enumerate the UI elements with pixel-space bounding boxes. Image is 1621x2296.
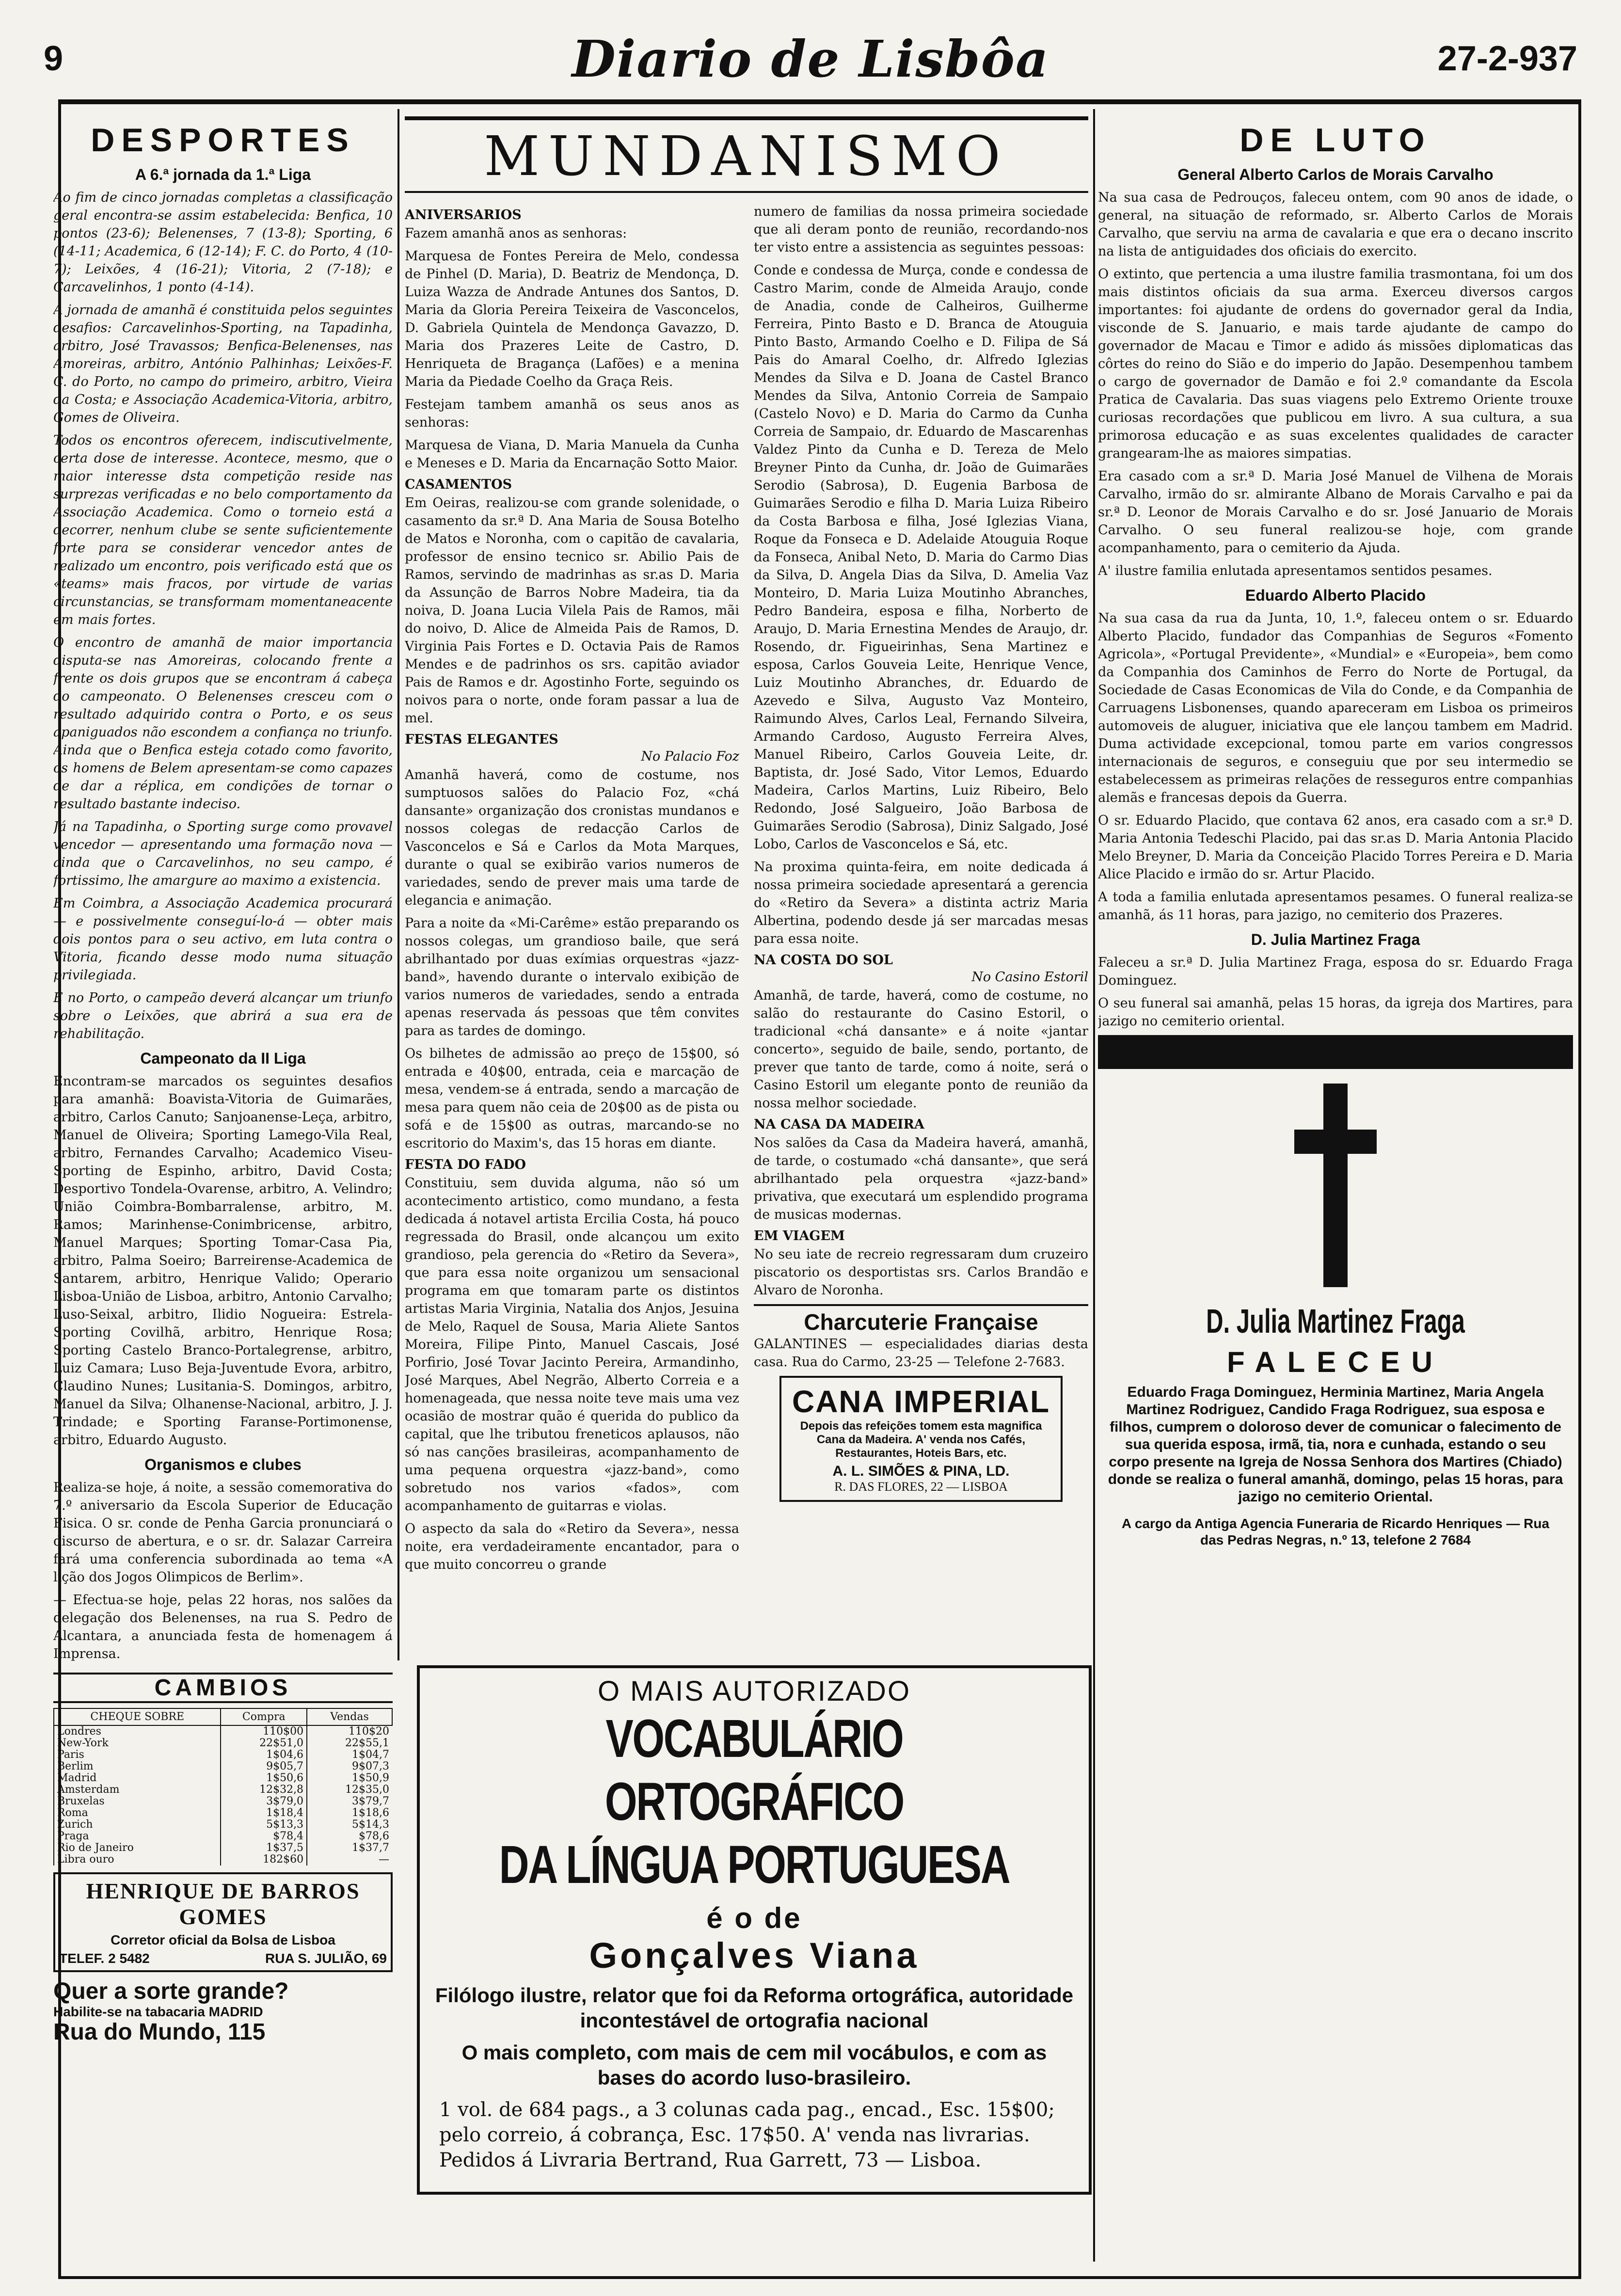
ad-line: 1 vol. de 684 pags., a 3 colunas cada pag., encad., Esc. 15$00; pelo correio, á cobrança, Esc. 17$50. A' venda nas livrarias. Pedidos á Livraria Bertrand, Rua Garrett, 73 — Lisboa. (439, 2099, 1055, 2171)
obituary-name: General Alberto Carlos de Morais Carvalho (1177, 166, 1494, 183)
broker-ad (53, 1872, 393, 1972)
ad-line: é o de (706, 1902, 802, 1934)
rate-cell: 1$04,7 (307, 1749, 392, 1761)
rate-cell: 1$18,6 (307, 1807, 392, 1819)
article-paragraph: Amanhã haverá, como de costume, nos sumptuosos salões do Palacio Foz, «chá dansante» organização dos cronistas mundanos e nossos colegas de redacção Carlos de Vasconcelos e Sá e Carlos da Mota Marques, durante o qual se exibirão varios numeros de variedades, sendo de prever mais uma tarde de elegancia e animação. (405, 767, 739, 908)
charcuterie-ad (754, 1304, 1088, 1371)
article-paragraph: O seu funeral sai amanhã, pelas 15 horas, da igreja dos Martires, para jazigo no cemiterio oriental. (1098, 996, 1573, 1029)
column-rule (397, 109, 399, 1660)
article-paragraph: Na sua casa da rua da Junta, 10, 1.º, faleceu ontem o sr. Eduardo Alberto Placido, fundador das Companhias de Seguros «Fomento Agricola», «Portugal Previdente», «Mundial» e «Europeia», bem como da Companhia dos Caminhos de Ferro do Norte de Portugal, da Sociedade de Casas Economicas de Vila do Conde, e da Companhia de Carruagens Lisbonenses, quando apareceram em Lisboa os primeiros automoveis de aluguer, iniciativa que ele lançou tambem em Madrid. Duma actividade excepcional, tomou parte em varios congressos internacionais de seguros, e conseguiu que por seu intermedio se estabelecessem as primeiras relações de resseguros entre companhias alemãs e francesas depois da Guerra. (1098, 611, 1573, 805)
issue-date: 27-2-937 (1437, 39, 1577, 78)
rate-cell: 110$20 (307, 1725, 392, 1738)
rate-cell: 12$35,0 (307, 1784, 392, 1796)
page-number: 9 (44, 39, 64, 78)
sports-paragraph: — Efectua-se hoje, pelas 22 horas, nos salões da delegação dos Belenenses, na rua S. Pedro de Alcantara, a anunciada festa de homenagem á Imprensa. (53, 1593, 393, 1661)
section-label: CASAMENTOS (405, 477, 512, 492)
section-label: NA CASA DA MADEIRA (754, 1117, 924, 1132)
rate-cell: 12$32,8 (221, 1784, 307, 1796)
currency-cell: Paris (54, 1749, 221, 1761)
sports-paragraph: Em Coimbra, a Associação Academica procurará — e possivelmente conseguí-lo-á — obter mais dois pontos para o seu activo, em luta contra o Vitoria, ficando desse modo numa situação privilegiada. (53, 896, 393, 983)
masthead (44, 29, 1577, 102)
section-label: FESTAS ELEGANTES (405, 732, 558, 747)
rate-cell: — (307, 1854, 392, 1866)
section-label: EM VIAGEM (754, 1228, 845, 1244)
rate-cell: 182$60 (221, 1854, 307, 1866)
deceased-name: D. Julia Martinez Fraga (1206, 1302, 1465, 1340)
currency-cell: Madrid (54, 1772, 221, 1784)
exchange-rates-table (53, 1708, 393, 1866)
rate-cell: 1$18,4 (221, 1807, 307, 1819)
broker-line: Corretor oficial da Bolsa de Lisboa (111, 1932, 335, 1947)
rate-cell: 3$79,7 (307, 1796, 392, 1807)
rate-cell: 3$79,0 (221, 1796, 307, 1807)
article-paragraph: Nos salões da Casa da Madeira haverá, amanhã, de tarde, o costumado «chá dansante», que será abrilhantado pela orquestra «jazz-band» privativa, que executará um esplendido programa de musicas modernas. (754, 1135, 1088, 1222)
society-col-2 (754, 203, 1088, 1578)
section-label: NA COSTA DO SOL (754, 953, 893, 968)
table-header: CHEQUE SOBRE (54, 1708, 221, 1725)
table-row (54, 1784, 392, 1796)
vocabulary-ad (417, 1665, 1092, 2195)
mourning-bar (1098, 1035, 1573, 1069)
table-header: Compra (221, 1708, 307, 1725)
broker-phone: TELEF. 2 5482 (59, 1951, 150, 1966)
venue-label: No Palacio Foz (641, 749, 739, 764)
rate-cell: 5$14,3 (307, 1819, 392, 1831)
lottery-ad (53, 1979, 393, 2045)
sports-paragraph: Já na Tapadinha, o Sporting surge como provavel vencedor — apresentando uma formação nova — ainda que o Carcavelinhos, no seu campo, é fortissimo, lhe amargure ao maximo a existencia. (53, 819, 393, 888)
rate-cell: 1$50,6 (221, 1772, 307, 1784)
column-rule (1093, 109, 1095, 2262)
table-header: Vendas (307, 1708, 392, 1725)
obituary-name: D. Julia Martinez Fraga (1251, 931, 1420, 948)
sports-paragraph: O encontro de amanhã de maior importancia disputa-se nas Amoreiras, colocando frente a frente os dois grupos que se encontram á cabeça do campeonato. O Belenenses cresceu com o resultado adquirido contra o Porto, e os seus apaniguados não escondem a confiança no triunfo. Ainda que o Benfica esteja cotado como favorito, os homens de Belem apresentam-se como capazes de dar a réplica, em condições de tornar o resultado bastante indeciso. (53, 635, 393, 812)
society-section (405, 112, 1088, 1658)
rate-cell: 1$50,9 (307, 1772, 392, 1784)
sports-paragraph: Todos os encontros oferecem, indiscutivelmente, certa dose de interesse. Acontece, mesmo, que o maior interesse dsta competição reside nas surprezas verificadas e no belo comportamento da Associação Academica. Como o torneio está a decorrer, nenhum clube se sente suficientemente forte para se considerar vencedor antes de realizado um encontro, pois verificado está que os «teams» mais fracos, por virtude de varias circunstancias, se transformam momentaneacente em mais fortes. (53, 433, 393, 627)
article-paragraph: A toda a familia enlutada apresentamos pesames. O funeral realiza-se amanhã, ás 11 horas, para jazigo, no cemiterio dos Prazeres. (1098, 890, 1573, 923)
currency-cell: Roma (54, 1807, 221, 1819)
article-paragraph: Amanhã, de tarde, haverá, como de costume, no salão do restaurante do Casino Estoril, o tradicional «chá dansante» e á noite «jantar concerto», seguido de baile, sendo, portanto, de prever que tanto de tarde, como á noite, será o Casino Estoril um elegante ponto de reunião da nossa melhor sociedade. (754, 988, 1088, 1111)
currency-cell: Berlim (54, 1761, 221, 1772)
currency-cell: Zurich (54, 1819, 221, 1831)
obituaries-column (1098, 112, 1573, 2254)
rate-cell: 1$37,5 (221, 1842, 307, 1854)
sports-paragraph: E no Porto, o campeão deverá alcançar um triunfo sobre o Leixões, que abrirá a sua era de rehabilitação. (53, 990, 393, 1041)
article-paragraph: Fazem amanhã anos as senhoras: (405, 226, 627, 241)
table-row (54, 1842, 392, 1854)
table-row (54, 1725, 392, 1738)
funeral-agency: A cargo da Antiga Agencia Funeraria de Ricardo Henriques — Rua das Pedras Negras, n.º 13, telefone 2 7684 (1121, 1516, 1550, 1547)
table-row (54, 1831, 392, 1842)
broker-address: RUA S. JULIÃO, 69 (265, 1951, 387, 1966)
article-paragraph: Os bilhetes de admissão ao preço de 15$00, só entrada e 40$00, entrada, ceia e marcação de mesa, vendem-se á entrada, sendo a marcação de mesa para quem não ceia de 20$00 as de pista ou sofá e de 15$00 as outras, marcando-se no escritorio do Maxim's, das 15 horas em diante. (405, 1046, 739, 1151)
rate-cell: $78,6 (307, 1831, 392, 1842)
sports-paragraph: Realiza-se hoje, á noite, a sessão comemorativa do 7.º aniversario da Escola Superior de Educação Fisica. O sr. conde de Penha Garcia pronunciará o discurso de abertura, e o sr. dr. Salazar Carreira fará uma conferencia subordinada ao tema «A lição dos Jogos Olimpicos de Berlim». (53, 1480, 393, 1585)
rate-cell: 1$37,7 (307, 1842, 392, 1854)
rate-cell: 9$07,3 (307, 1761, 392, 1772)
table-row (54, 1796, 392, 1807)
ad-line: Filólogo ilustre, relator que foi da Reforma ortográfica, autoridade incontestável de ortografia nacional (435, 1984, 1074, 2032)
article-paragraph: Na proxima quinta-feira, em noite dedicada á nossa primeira sociedade apresentará a gerencia do «Retiro da Severa» a distinta actriz Maria Albertina, podendo desde já ser marcadas mesas para essa noite. (754, 860, 1088, 946)
article-paragraph: A' ilustre familia enlutada apresentamos sentidos pesames. (1098, 563, 1493, 578)
article-paragraph: Faleceu a sr.ª D. Julia Martinez Fraga, esposa do sr. Eduardo Fraga Dominguez. (1098, 955, 1573, 988)
article-paragraph: Marquesa de Viana, D. Maria Manuela da Cunha e Meneses e D. Maria da Encarnação Sotto Maior. (405, 438, 739, 471)
currency-cell: Rio de Janeiro (54, 1842, 221, 1854)
article-paragraph: numero de familias da nossa primeira sociedade que ali deram ponto de reunião, recordando-nos ter visto entre a assistencia as seguintes pessoas: (754, 204, 1088, 255)
rate-cell: 22$51,0 (221, 1738, 307, 1749)
faleceu-label: FALECEU (1226, 1346, 1445, 1378)
newspaper-title: Diario de Lisbôa (572, 29, 1049, 89)
ad-line: O MAIS AUTORIZADO (597, 1675, 911, 1707)
article-paragraph: O sr. Eduardo Placido, que contava 62 anos, era casado com a sr.ª D. Maria Antonia Tedeschi Placido, pai das sr.as D. Maria Antonia Placido Melo Breyner, D. Maria da Conceição Placido Torres Pereira e D. Maria Alice Placido e irmão do sr. Artur Placido. (1098, 813, 1573, 882)
sports-paragraph: A jornada de amanhã é constituida pelos seguintes desafios: Carcavelinhos-Sporting, na Tapadinha, arbitro, José Travassos; Benfica-Belenenses, nas Amoreiras, arbitro, António Palhinhas; Leixões-F. C. do Porto, no campo do primeiro, arbitro, Vieira da Costa; e Associação Academica-Vitoria, arbitro, Gomes de Oliveira. (53, 303, 393, 425)
rate-cell: 22$55,1 (307, 1738, 392, 1749)
article-paragraph: No seu iate de recreio regressaram dum cruzeiro piscatorio os desportistas srs. Carlos Brandão e Alvaro de Noronha. (754, 1247, 1088, 1298)
currency-cell: Amsterdam (54, 1784, 221, 1796)
currency-cell: Libra ouro (54, 1854, 221, 1866)
lottery-line2: Habilite-se na tabacaria MADRID (53, 2004, 263, 2019)
sports-subheading-clubs: Organismos e clubes (144, 1456, 302, 1473)
currency-cell: Praga (54, 1831, 221, 1842)
article-paragraph: O extinto, que pertencia a uma ilustre familia trasmontana, foi um dos mais distintos oficiais da sua arma. Exerceu diversos cargos importantes: foi ajudante de ordens do governador geral da India, visconde de S. Januario, e mais tarde ajudante de campo do governador de Macau e Timor e adido ás missões diplomaticas das côrtes do reino do Sião e do imperio do Japão. Desempenhou tambem o cargo de governador de Damão e foi 2.º comandante da Escola Pratica de Cavalaria. Das suas viagens pelo Extremo Oriente trouxe curiosas recordações que publicou em livro. A sua cultura, a sua primorosa educação e as suas excelentes qualidades de caracter grangearam-lhe as maiores simpatias. (1098, 267, 1573, 461)
society-col-1 (405, 203, 739, 1578)
rate-cell: 1$04,6 (221, 1749, 307, 1761)
currency-cell: Londres (54, 1725, 221, 1738)
article-paragraph: Festejam tambem amanhã os seus anos as senhoras: (405, 397, 739, 430)
cana-title: CANA IMPERIAL (792, 1384, 1050, 1419)
sports-subheading-liga1: A 6.ª jornada da 1.ª Liga (135, 166, 311, 183)
article-paragraph: Era casado com a sr.ª D. Maria José Manuel de Vilhena de Morais Carvalho, irmão do sr. almirante Albano de Morais Carvalho e pai da sr.ª D. Leonor de Morais Carvalho e do sr. José Januario de Morais Carvalho. O seu funeral realizou-se hoje, com grande acompanhamento, para o cemiterio da Ajuda. (1098, 469, 1573, 556)
sports-subheading-liga2: Campeonato da II Liga (140, 1050, 306, 1067)
sports-paragraph: Encontram-se marcados os seguintes desafios para amanhã: Boavista-Vitoria de Guimarães, arbitro, Carlos Canuto; Sanjoanense-Leça, arbitro, Manuel de Oliveira; Sporting Lamego-Vila Real, arbitro, Fernandes Carvalho; Academico Viseu-Sporting de Espinho, arbitro, David Costa; Desportivo Tondela-Ovarense, arbitro, A. Velindro; União Coimbra-Bombarralense, arbitro, M. Ramos; Marinhense-Conimbricense, arbitro, Manuel Marques; Sporting Tomar-Casa Pia, arbitro, Palma Soeiro; Barreirense-Academica de Santarem, arbitro, Henrique Valido; Operario Lisboa-União de Lisboa, arbitro, Antonio Carvalho; Luso-Seixal, arbitro, Ilidio Nogueira: Estrela-Sporting Covilhã, arbitro, Henrique Rosa; Sporting Castelo Branco-Portalegrense, arbitro, Luiz Camara; Luso Beja-Juventude Evora, arbitro, Claudino Nunes; Lusitania-S. Domingos, arbitro, Manuel da Silva; Olhanense-Nacional, arbitro, J. J. Trindade; e Sporting Faranse-Portimonense, arbitro, Eduardo Augusto. (53, 1074, 393, 1448)
section-label: FESTA DO FADO (405, 1157, 526, 1172)
article-paragraph: Conde e condessa de Murça, conde e condessa de Castro Marim, conde de Almeida Araujo, conde de Anadia, conde de Calheiros, Guilherme Ferreira, Pinto Basto e D. Branca de Atouguia Pinto Basto, Armando Coelho e D. Filipa de Sá Pais do Amaral Coelho, dr. Alfredo Iglezias Mendes da Silva e D. Joana de Castel Branco Mendes da Silva, Antonio Correia de Sampaio (Castelo Novo) e D. Maria do Carmo da Cunha Correia de Sampaio, dr. Eduardo de Mascarenhas Valdez Pinto da Cunha e D. Tereza de Melo Breyner Pinto da Cunha, dr. João de Guimarães Serodio (Sabrosa), D. Eugenia Barbosa de Guimarães Serodio e filha D. Maria Luiza Ribeiro da Costa Barbosa e filha, José Iglezias Viana, Roque da Fonseca e D. Adelaide Atouguia Roque da Fonseca, Anibal Neto, D. Maria do Carmo Dias da Silva, D. Angela Dias da Silva, D. Amelia Vaz Monteiro, D. Maria Luiza Moutinho Abranches, Pedro Bandeira, esposa e filha, Norberto de Araujo, D. Maria Ernestina Mendes de Araujo, dr. Rosendo, dr. Figueirinhas, Sena Martinez e esposa, Carlos Gouveia Leite, Henrique Vence, Luiz Moutinho Abranches, dr. Eduardo de Azevedo e Silva, Augusto Vaz Monteiro, Raimundo Alves, Carlos Leal, Fernando Silveira, Armando Cardoso, Augusto Ferreira Alves, Manuel Ribeiro, Carlos Gouveia Leite, dr. Baptista, dr. José Sado, Vitor Lemos, Eduardo Madeira, Carlos Martins, Luiz Ribeiro, Belo Redondo, José Salgueiro, João Barbosa de Guimarães Serodio (Sabrosa), Diniz Salgado, José Lobo, Carlos de Vasconcelos e Sá, etc. (754, 263, 1088, 852)
cana-line1: Depois das refeições tomem esta magnifica Cana da Madeira. A' venda nos Cafés, Restaurantes, Hoteis Bars, etc. (800, 1419, 1042, 1460)
article-paragraph: O aspecto da sala do «Retiro da Severa», nessa noite, era verdadeiramente encantador, para o que muito concorreu o grande (405, 1521, 739, 1572)
currency-cell: Bruxelas (54, 1796, 221, 1807)
currency-cell: New-York (54, 1738, 221, 1749)
table-row (54, 1854, 392, 1866)
ad-headline: DA LÍNGUA PORTUGUESA (499, 1835, 1010, 1895)
article-paragraph: Em Oeiras, realizou-se com grande solenidade, o casamento da sr.ª D. Ana Maria de Sousa Botelho de Matos e Noronha, com o capitão de cavalaria, professor de ensino tecnico sr. Abilio Pais de Ramos, servindo de madrinhas as sr.as D. Maria da Assunção de Barros Nobre Madeira, tia da noiva, D. Joana Lucia Vilela Pais de Ramos, mãi do noivo, D. Alice de Almeida Pais de Ramos, D. Virginia Pais Fortes e D. Octavia Pais de Ramos Mendes e de padrinhos os srs. capitão aviador Pais de Ramos e dr. Agostinho Forte, seguindo os noivos para o norte, onde foram passar a lua de mel. (405, 495, 739, 726)
obit-text: Eduardo Fraga Dominguez, Herminia Martinez, Maria Angela Martinez Rodriguez, Candido Fraga Rodriguez, sua esposa e filhos, cumprem o doloroso dever de comunicar o falecimento de sua querida esposa, irmã, tia, nora e cunhada, estando o seu corpo presente na Igreja de Nossa Senhora dos Martires (Chiado) donde se realiza o funeral amanhã, domingo, pelas 15 horas, para jazigo no cemiterio Oriental. (1108, 1384, 1563, 1505)
charcuterie-title: Charcuterie Française (804, 1309, 1038, 1335)
broker-name: HENRIQUE DE BARROS GOMES (86, 1879, 360, 1929)
article-paragraph: Para a noite da «Mi-Carême» estão preparando os nossos colegas, um grandioso baile, que será abrilhantado por duas exímias orquestras «jazz-band», havendo durante o intervalo exibição de varios numeros de variedades, sendo a entrada apenas reservada ás pessoas que têm convites para as tardes de domingo. (405, 916, 739, 1038)
obituary-notice (1098, 1035, 1573, 1548)
article-paragraph: Marquesa de Fontes Pereira de Melo, condessa de Pinhel (D. Maria), D. Beatriz de Mendonça, D. Luiza Wazza de Andrade Antunes dos Santos, D. Maria da Gloria Pereira Teixeira de Vasconcelos, D. Gabriela Quintela de Mendonça Gavazzo, D. Maria dos Prazeres Leite de Castro, D. Henriqueta de Bragança (Lafões) e a menina Maria da Piedade Coelho da Graça Reis. (405, 249, 739, 389)
cana-ad (779, 1376, 1063, 1502)
article-paragraph: Na sua casa de Pedrouços, faleceu ontem, com 90 anos de idade, o general, na situação de reformado, sr. Alberto Carlos de Morais Carvalho, que serviu na arma de cavalaria e que era o decano inscrito na lista de antiguidades dos oficiais do exercito. (1098, 190, 1573, 259)
rate-cell: $78,4 (221, 1831, 307, 1842)
section-label: ANIVERSARIOS (405, 207, 522, 223)
ad-line: O mais completo, com mais de cem mil vocábulos, e com as bases do acordo luso-brasileiro. (461, 2041, 1047, 2089)
sports-column (53, 112, 393, 2254)
charcuterie-text: GALANTINES — especialidades diarias desta casa. Rua do Carmo, 23-25 — Telefone 2-7683. (754, 1337, 1088, 1370)
rate-cell: 5$13,3 (221, 1819, 307, 1831)
article-paragraph: Constituiu, sem duvida alguma, não só um acontecimento artistico, como mundano, a festa dedicada á notavel artista Ercilia Costa, há pouco regressada do Brasil, onde alcançou um exito grandioso, pela gerencia do «Retiro da Severa», que para essa noite organizou um sensacional programa em que tomaram parte os distintos artistas Maria Virginia, Natalia dos Anjos, Jesuina de Melo, Raquel de Sousa, Maria Aliete Santos Moreira, Filipe Pinto, Manuel Cascais, José Porfirio, José Tovar Jacinto Pereira, Armandinho, José Marques, Abel Negrão, Alberto Correia e a homenageada, que nessa noite teve mais uma vez ocasião de mostrar quão é querida do publico da capital, que lhe tributou freneticos aplausos, não só nas canções brasileiras, acompanhamento de uma pequena orquestra «jazz-band», como sobretudo nos varios «fados», com acompanhamento de guitarras e violas. (405, 1176, 739, 1514)
society-heading: MUNDANISMO (405, 116, 1088, 193)
sports-heading: DESPORTES (91, 122, 355, 159)
table-row (54, 1772, 392, 1784)
table-row (54, 1738, 392, 1749)
rate-cell: 110$00 (221, 1725, 307, 1738)
cana-line3: R. DAS FLORES, 22 — LISBOA (834, 1480, 1008, 1494)
ad-author: Gonçalves Viana (589, 1935, 920, 1976)
lottery-line3: Rua do Mundo, 115 (53, 2019, 266, 2045)
venue-label: No Casino Estoril (971, 970, 1088, 985)
obituary-name: Eduardo Alberto Placido (1245, 587, 1426, 604)
obituaries-heading: DE LUTO (1240, 122, 1431, 159)
ad-headline: VOCABULÁRIO ORTOGRÁFICO (604, 1709, 904, 1832)
rate-cell: 9$05,7 (221, 1761, 307, 1772)
table-row (54, 1807, 392, 1819)
table-row (54, 1749, 392, 1761)
cana-line2: A. L. SIMÕES & PINA, LD. (832, 1463, 1010, 1479)
table-row (54, 1819, 392, 1831)
cambios-heading: CAMBIOS (53, 1673, 393, 1703)
cross-icon (1294, 1084, 1377, 1287)
table-row (54, 1761, 392, 1772)
lottery-line1: Quer a sorte grande? (53, 1978, 289, 2004)
sports-paragraph: Ao fim de cinco jornadas completas a classificação geral encontra-se assim estabelecida: Benfica, 10 pontos (23-6); Belenenses, 7 (13-8); Sporting, 6 (14-11; Academica, 6 (12-14); F. C. do Porto, 4 (10-7); Leixões, 4 (16-21); Vitoria, 2 (7-18); e Carcavelinhos, 1 ponto (4-14). (53, 190, 393, 295)
